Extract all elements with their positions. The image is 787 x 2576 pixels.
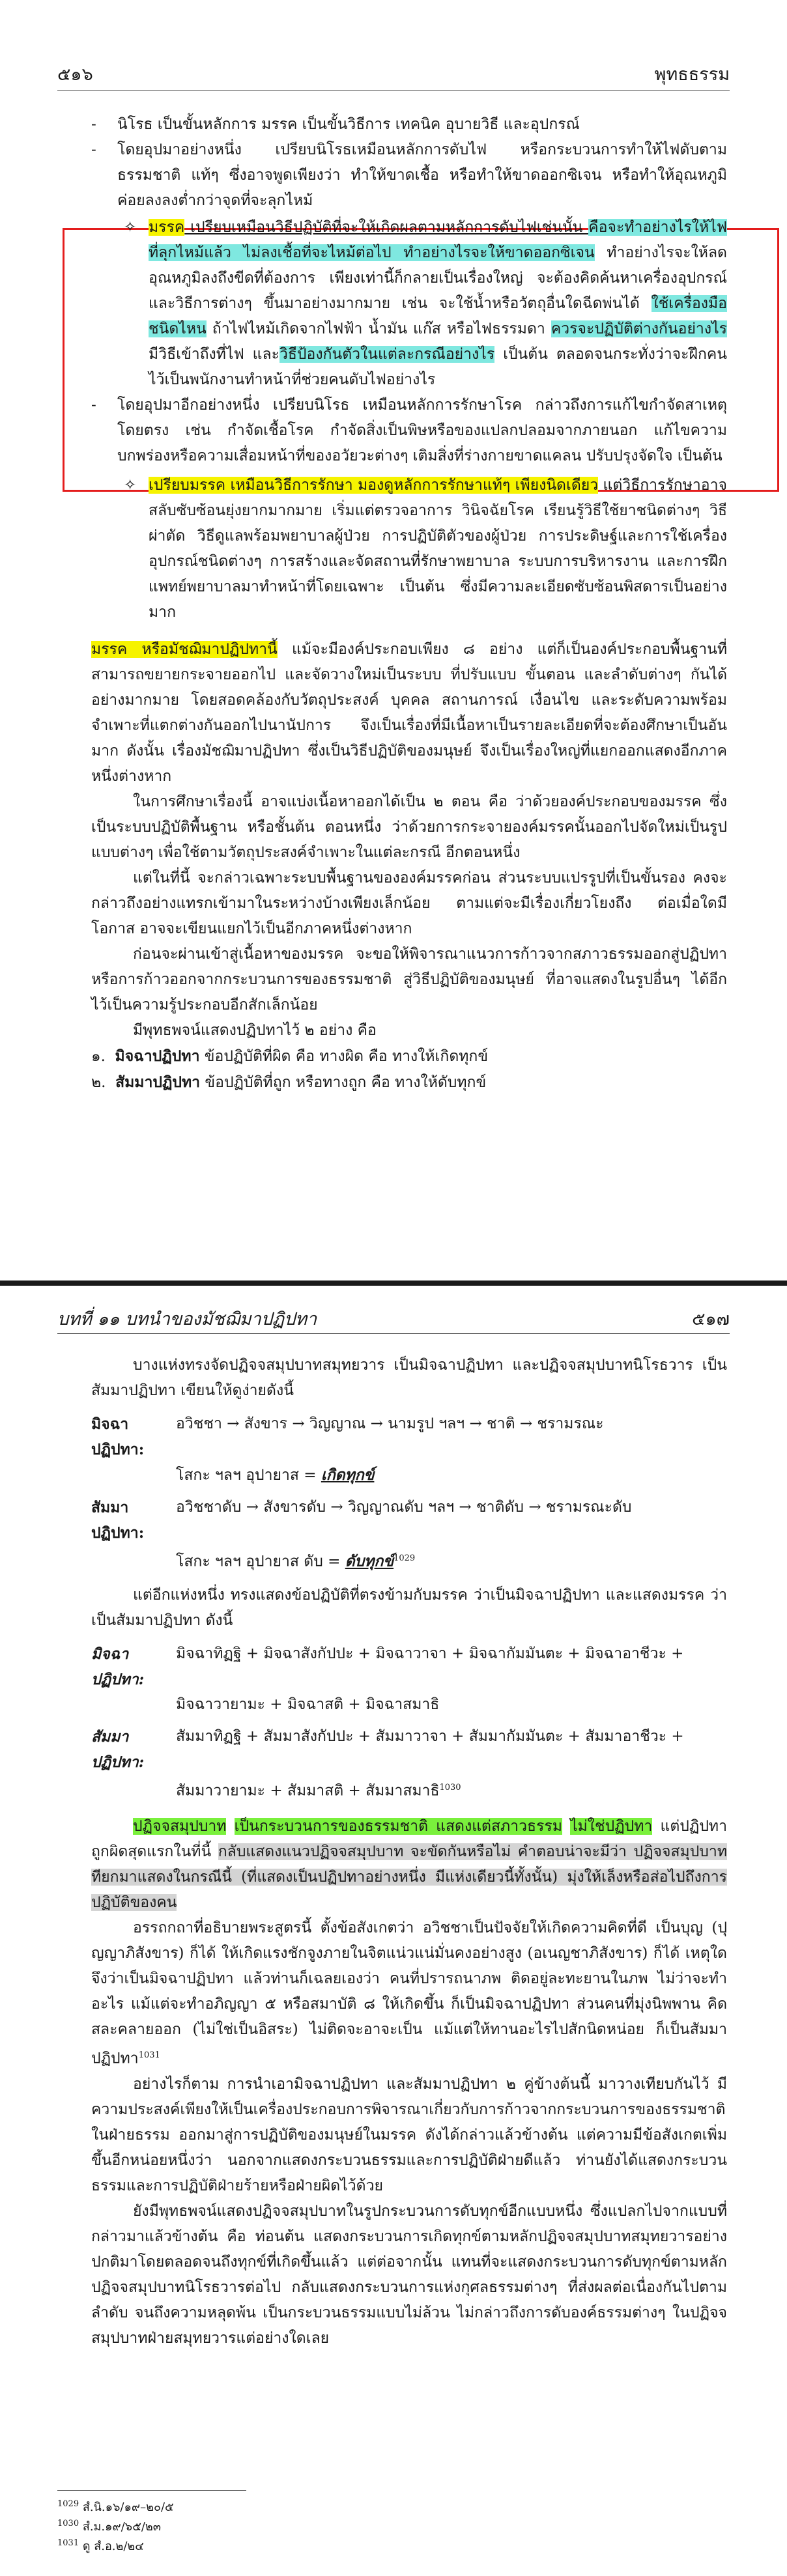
page-header: [57, 60, 730, 86]
footnote-ref: 1031: [138, 2050, 160, 2061]
paragraph: ในการศึกษาเรื่องนี้ อาจแบ่งเนื้อหาออกได้เป็น ๒ ตอน คือ ว่าด้วยองค์ประกอบของมรรค ซึ่งเป็นระบบปฏิบัติพื้นฐาน หรือชั้นต้น ตอนหนึ่ง ว่าด้วยการกระจายองค์มรรคนั้นออกไปจัดใหม่เป็นรูปแบบต่างๆ เพื่อใช้ตามวัตถุประสงค์จำเพาะในแต่ละกรณี อีกตอนหนึ่ง: [91, 793, 727, 861]
header-rule: [57, 1333, 730, 1334]
chain-samma: สัมมาปฏิปทา: อวิชชาดับ → สังขารดับ → วิญญาณดับ ฯลฯ → ชาติดับ → ชรามรณะดับ โสกะ ฯลฯ อุปายาส ดับ = ดับทุกข์$^{1029}$: [91, 1499, 632, 1570]
bullet-item: - โดยอุปมาอีกอย่างหนึ่ง เปรียบนิโรธ เหมือนหลักการรักษาโรค กล่าวถึงการแก้ไขกำจัดสาเหตุโดยตรง เช่น กำจัดเชื้อโรค กำจัดสิ่งเป็นพิษหรือของแปลกปลอมจากภายนอก แก้ไขความบกพร่องหรือความเสื่อมหน้าที่ของอวัยวะต่างๆ เติมสิ่งที่ร่างกายขาดแคลน ปรับปรุงจัดใจ เป็นต้น: [91, 397, 727, 464]
footnote: $^{1031}$ ดู สํ.อ.๒/๒๔: [57, 2538, 144, 2553]
header-title: บทที่ ๑๑ บทนำของมัชฌิมาปฏิปทา: [57, 1309, 317, 1329]
paragraph: แต่อีกแห่งหนึ่ง ทรงแสดงข้อปฏิบัติที่ตรงข้ามกับมรรค ว่าเป็นมิจฉาปฏิปทา และแสดงมรรค ว่าเป็นสัมมาปฏิปทา ดังนี้: [91, 1586, 727, 1629]
header-rule: [57, 90, 730, 91]
paragraph: ก่อนจะผ่านเข้าสู่เนื้อหาของมรรค จะขอให้พิจารณาแนวการก้าวจากสภาวธรรมออกสู่ปฏิปทา หรือการก้าวออกจากกระบวนการของธรรมชาติ สู่วิธีปฏิบัติของมนุษย์ ที่อาจแสดงในรูปอื่นๆ ได้อีก ไว้เป็นความรู้ประกอบอีกสักเล็กน้อย: [91, 946, 727, 1013]
paragraph: แต่ในที่นี้ จะกล่าวเฉพาะระบบพื้นฐานขององค์มรรคก่อน ส่วนระบบแปรรูปที่เป็นขั้นรอง คงจะกล่าวถึงอย่างแทรกเข้ามาในระหว่างบ้างเพียงเล็กน้อย ตามแต่จะมีเรื่องเกี่ยวโยงถึง ต่อเมื่อใดมีโอกาส อาจจะเขียนแยกไว้เป็นอีกภาคหนึ่งต่างหาก: [91, 870, 727, 937]
eightfold-miccha: มิจฉาปฏิปทา: มิจฉาทิฏฐิ + มิจฉาสังกัปปะ + มิจฉาวาจา + มิจฉากัมมันตะ + มิจฉาอาชีวะ + มิจฉาวายามะ + มิจฉาสติ + มิจฉาสมาธิ: [91, 1645, 684, 1713]
paragraph: บางแห่งทรงจัดปฏิจจสมุปบาทสมุทยวาร เป็นมิจฉาปฏิปทา และปฏิจจสมุปบาทนิโรธวาร เป็นสัมมาปฏิปทา เขียนให้ดูง่ายดังนี้: [91, 1357, 727, 1399]
sub-bullet-item: ✧ เปรียบมรรค เหมือนวิธีการรักษา มองดูหลักการรักษาแท้ๆ เพียงนิดเดียว แต่วิธีการรักษาอาจสลับซับซ้อนยุ่งยากมากมาย เริ่มแต่ตรวจอาการ วินิจฉัยโรค เรียนรู้วิธีใช้ยาชนิดต่างๆ วิธีผ่าตัด วิธีดูแลพร้อมพยาบาลผู้ป่วย การปฏิบัติตัวของผู้ป่วย การประดิษฐ์และการใช้เครื่องอุปกรณ์ชนิดต่างๆ การสร้างและจัดสถานที่รักษาพยาบาล ระบบการบริหารงาน และการฝึกแพทย์พยาบาลมาทำหน้าที่โดยเฉพาะ เป็นต้น ซึ่งมีความละเอียดซับซ้อนพิสดารเป็นอย่างมาก: [91, 473, 727, 625]
eightfold-samma: สัมมาปฏิปทา: สัมมาทิฏฐิ + สัมมาสังกัปปะ + สัมมาวาจา + สัมมากัมมันตะ + สัมมาอาชีวะ + สัมมาวายามะ + สัมมาสติ + สัมมาสมาธิ$^{1030}$: [91, 1727, 684, 1800]
chain-miccha: มิจฉาปฏิปทา: อวิชชา → สังขาร → วิญญาณ → นามรูป ฯลฯ → ชาติ → ชรามรณะ โสกะ ฯลฯ อุปายาส = เกิดทุกข์: [91, 1415, 604, 1484]
bullet-item: - นิโรธ เป็นขั้นหลักการ มรรค เป็นขั้นวิธีการ เทคนิค อุบายวิธี และอุปกรณ์: [91, 116, 580, 133]
page-number: ๕๑๗: [692, 1309, 730, 1329]
page-number: ๕๑๖: [57, 64, 93, 85]
footnote: $^{1030}$ สํ.ม.๑๙/๖๕/๒๓: [57, 2519, 162, 2534]
footnote-rule: [57, 2490, 246, 2491]
footnote: $^{1029}$ สํ.นิ.๑๖/๑๙–๒๐/๕: [57, 2499, 174, 2514]
paragraph: อรรถกถาที่อธิบายพระสูตรนี้ ตั้งข้อสังเกตว่า อวิชชาเป็นปัจจัยให้เกิดความคิดที่ดี เป็นบุญ (ปุญญาภิสังขาร) ก็ได้ ให้เกิดแรงชักจูงภายในจิตแน่วแน่มั่นคงอย่างสูง (อเนญชาภิสังขาร) ก็ได้ เหตุใดจึงว่าเป็นมิจฉาปฏิปทา แล้วท่านก็เฉลยเองว่า คนที่ปรารถนาภพ ติดอยู่ละทะยานในภพ ไม่ว่าจะทำอะไร แม้แต่จะทำอภิญญา ๕ หรือสมาบัติ ๘ ให้เกิดขึ้น ก็เป็นมิจฉาปฏิปทา ส่วนคนที่มุ่งนิพพาน คิดสละคลายออก (ไม่ใช่เป็นอิสระ) ไม่ติดจะอาจะเป็น แม้แต่ให้ทานอะไรไปสักนิดหน่อย ก็เป็นสัมมาปฏิปทา$^{1031}$: [91, 1919, 727, 2067]
list-item: ๒. สัมมาปฏิปทา ข้อปฏิบัติที่ถูก หรือทางถูก คือ ทางให้ดับทุกข์: [91, 1073, 487, 1091]
footnote-ref: 1030: [439, 1782, 461, 1792]
list-item: ๑. มิจฉาปฏิปทา ข้อปฏิบัติที่ผิด คือ ทางผิด คือ ทางให้เกิดทุกข์: [91, 1047, 489, 1065]
page-body: [91, 112, 727, 1096]
footnote-ref: 1029: [394, 1553, 416, 1563]
page-separator: [0, 1281, 787, 1286]
page-body: [91, 1353, 727, 2351]
paragraph: อย่างไรก็ตาม การนำเอามิจฉาปฏิปทา และสัมมาปฏิปทา ๒ คู่ข้างต้นนี้ มาวางเทียบกันไว้ มีความประสงค์เพียงให้เป็นเครื่องประกอบการพิจารณาเกี่ยวกับการก้าวจากกระบวนการของธรรมชาติในฝ่ายธรรม ออกมาสู่การปฏิบัติของมนุษย์ในมรรค ดังได้กล่าวแล้วข้างต้น แต่ความมีข้อสังเกตเพิ่มขึ้นอีกหน่อยหนึ่งว่า นอกจากแสดงกระบวนธรรมและการปฏิบัติฝ่ายดีแล้ว ท่านยังได้แสดงกระบวนธรรมและการปฏิบัติฝ่ายร้ายหรือฝ่ายผิดไว้ด้วย: [91, 2075, 727, 2194]
page-517: [0, 1293, 787, 2576]
page-header: [57, 1305, 730, 1331]
page-516: [0, 0, 787, 1224]
paragraph: ยังมีพุทธพจน์แสดงปฏิจจสมุปบาทในรูปกระบวนการดับทุกข์อีกแบบหนึ่ง ซึ่งแปลกไปจากแบบที่กล่าวมาแล้วข้างต้น คือ ท่อนต้น แสดงกระบวนการเกิดทุกข์ตามหลักปฏิจจสมุปบาทสมุทยวารอย่างปกติมาโดยตลอดจนถึงทุกข์ที่เกิดขึ้นแล้ว แต่ต่อจากนั้น แทนที่จะแสดงกระบวนการดับทุกข์ตามหลักปฏิจจสมุปบาทนิโรธวารต่อไป กลับแสดงกระบวนการแห่งกุศลธรรมต่างๆ ที่ส่งผลต่อเนื่องกันไปตามลำดับ จนถึงความหลุดพ้น เป็นกระบวนธรรมแบบไม่ล้วน ไม่กล่าวถึงการดับองค์ธรรมต่างๆ ในปฏิจจสมุปบาทฝ่ายสมุทยวารแต่อย่างใดเลย: [91, 2202, 727, 2347]
paragraph: มรรค หรือมัชฌิมาปฏิปทานี้ แม้จะมีองค์ประกอบเพียง ๘ อย่าง แต่ก็เป็นองค์ประกอบพื้นฐานที่สามารถขยายกระจายออกไป และจัดวางใหม่เป็นระบบ ที่ปรับแบบ ขั้นตอน และลำดับต่างๆ กันได้อย่างมากมาย โดยสอดคล้องกับวัตถุประสงค์ บุคคล สถานการณ์ เงื่อนไข และระดับความพร้อมจำเพาะที่แตกต่างกันออกไปนานัปการ จึงเป็นเรื่องที่มีเนื้อหาเป็นรายละเอียดที่จะต้องศึกษาเป็นอันมาก ดังนั้น เรื่องมัชฌิมาปฏิปทา ซึ่งเป็นวิธีปฏิบัติของมนุษย์ จึงเป็นเรื่องใหญ่ที่แยกออกแสดงอีกภาคหนึ่งต่างหาก: [91, 641, 727, 785]
header-title: พุทธธรรม: [654, 64, 730, 85]
diamond-icon: ✧: [124, 219, 137, 236]
paragraph: มีพุทธพจน์แสดงปฏิปทาไว้ ๒ อย่าง คือ: [133, 1022, 377, 1039]
bullet-item: - โดยอุปมาอย่างหนึ่ง เปรียบนิโรธเหมือนหลักการดับไฟ หรือกระบวนการทำให้ไฟดับตามธรรมชาติ แท้ๆ ซึ่งอาจพูดเพียงว่า ทำให้ขาดเชื้อ หรือทำให้ขาดออกซิเจน หรือทำให้อุณหภูมิ ค่อยลงลงต่ำกว่าจุดที่จะลุกไหม้: [91, 141, 727, 209]
diamond-icon: ✧: [124, 477, 137, 494]
highlighted-paragraph: ปฏิจจสมุปบาท เป็นกระบวนการของธรรมชาติ แสดงแต่สภาวธรรม ไม่ใช่ปฏิปทา แต่ปฏิปทาถูกผิดสุดแรกในที่นี้ กลับแสดงแนวปฏิจจสมุปบาท จะขัดกันหรือไม่ คำตอบน่าจะมีว่า ปฏิจจสมุปบาททียกมาแสดงในกรณีนี้ (ที่แสดงเป็นปฏิปทาอย่างหนึ่ง มีแห่งเดียวนี้ทั้งนั้น) มุ่งให้เล็งหรือส่อไปถึงการปฏิบัติของคน: [91, 1818, 727, 1912]
sub-bullet-item: ✧ มรรค เปรียบเหมือนวิธีปฏิบัติที่จะให้เกิดผลตามหลักการดับไฟเช่นนั้น คือจะทำอย่างไรให้ไฟที่ลุกไหม้แล้ว ไม่ลงเชื้อที่จะไหม้ต่อไป ทำอย่างไรจะให้ขาดออกซิเจน ทำอย่างไรจะให้ลดอุณหภูมิลงถึงขีดที่ต้องการ เพียงเท่านี้ก็กลายเป็นเรื่องใหญ่ จะต้องคิดค้นหาเครื่องอุปกรณ์และวิธีการต่างๆ ขึ้นมาอย่างมากมาย เช่น จะใช้น้ำหรือวัตถุอื่นใดฉีดพ่นได้ ใช้เครื่องมือชนิดไหน ถ้าไฟไหม้เกิดจากไฟฟ้า น้ำมัน แก๊ส หรือไฟธรรมดา ควรจะปฏิบัติต่างกันอย่างไร มีวิธีเข้าถึงที่ไฟ และวิธีป้องกันตัวในแต่ละกรณีอย่างไร เป็นต้น ตลอดจนกระทั่งว่าจะฝึกคนไว้เป็นพนักงานทำหน้าที่ช่วยคนดับไฟอย่างไร: [91, 215, 727, 393]
